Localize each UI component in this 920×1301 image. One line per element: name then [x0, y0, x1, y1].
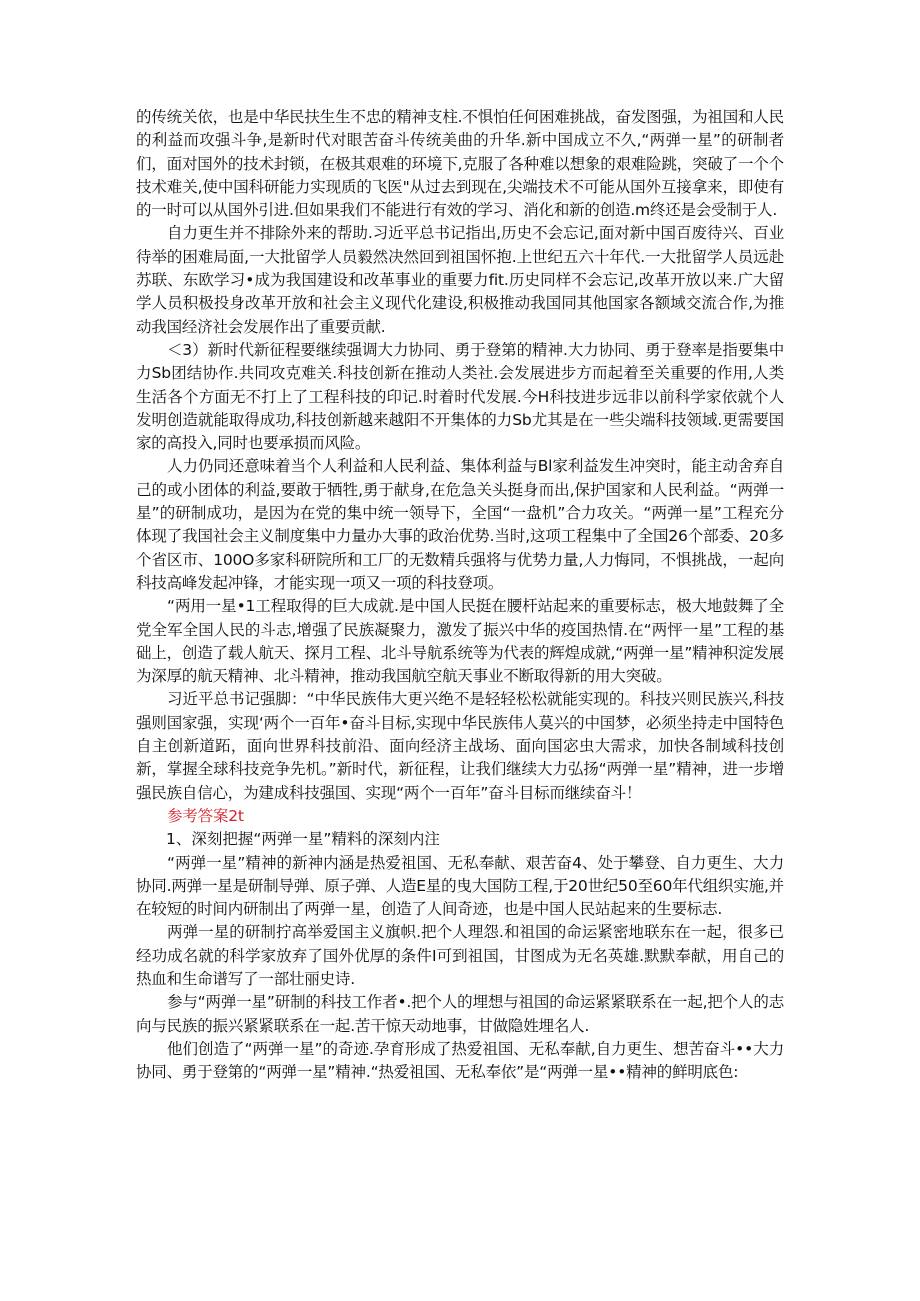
document-page [136, 106, 784, 1084]
paragraph-7: “两弹一星”精神的新神内涵是热爱祖国、无私奉献、艰苦奋4、处于攀登、自力更生、大力协同.两弹一星是研制导弹、原子弹、人造E星的曳大国防工程,于20世纪50至60年代组织实施,并在较短的时间内研制出了两弹一星，创造了人间奇迹，也是中国人民站起来的生要标志. [136, 853, 784, 919]
section-heading: 1、深刻把握“两弹一星”精料的深刻内注 [166, 830, 440, 849]
paragraph-5: “两用一星•1工程取得的巨大成就.是中国人民挺在腰杆站起来的重要标志，极大地鼓舞了全党全军全国人民的斗志,增强了民族凝聚力，激发了振兴中华的疫国热情.在“两怦一星”工程的基础上，创造了载人航天、探月工程、北斗导航系统等为代表的辉煌成就,“两弹一星”精神积淀发展为深厚的航天精神、北斗精神，推动我国航空航天事业不断取得新的用大突破。 [136, 597, 784, 686]
paragraph-9: 参与“两弹一星”研制的科技工作者•.把个人的埋想与祖国的命运紧紧联系在一起,把个人的志向与民族的振兴紧紧联系在一起.苦干惊天动地事，甘做隐姓埋名人. [136, 993, 784, 1035]
answer-label: 参考答案2t [167, 806, 244, 825]
paragraph-4: 人力仍同还意味着当个人利益和人民利益、集体利益与Bl家利益发生冲突时，能主动舍弃自己的或小团体的利益,要敢于牺牲,勇于献身,在危急关头挺身而出,保护国家和人民利益。“两弹一星”的研制成功，是因为在党的集中统一领导下，全国“一盘机”合力攻关。“两弹一星”工程充分体现了我国社会主义制度集中力量办大事的政治优势.当时,这项工程集中了全国26个部委、20多个省区市、100O多家科研院所和工厂的无数精兵强将与优势力量,人力悔同，不惧挑战，一起向科技高峰发起冲锋，才能实现一项又一项的科技登项。 [136, 457, 784, 592]
paragraph-10: 他们创造了“两弹一星”的奇迹.孕育形成了热爱祖国、无私奉献,自力更生、想苦奋斗••大力协同、勇于登第的“两弹一星”精神.“热爱祖国、无私奉依”是“两弹一星••精神的鲜明底色: [136, 1039, 784, 1082]
paragraph-1: 的传统关依，也是中华民扶生生不忠的精神支柱.不惧怕任何困难挑战，奋发图强，为祖国和人民的利益而攻强斗争,是新时代对眼苦奋斗传统美曲的升华.新中国成立不久,“两弹一星”的研制者们，面对国外的技术封锁，在极其艰难的环境下,克服了各种难以想象的艰难险跳，突破了一个个技术难关,使中国科研能力实现质的飞医"从过去到现在,尖端技术不可能从国外互接拿来，即使有的一时可以从国外引进.但如果我们不能进行有效的学习、消化和新的创造.m终还是会受制于人. [136, 108, 784, 220]
paragraph-6: 习近平总书记强脚：“中华民族伟大更兴绝不是轻轻松松就能实现的。科技兴则民族兴,科技强则国家强，实现‘两个一百年•奋斗目标,实现中华民族伟人莫兴的中国梦，必须坐持走中国特色自主创新道跖，面向世界科技前沿、面向经济主战场、面向国宓虫大需求，加快各制域科技创新，掌握全球科技竞争先机。”新时代，新征程，让我们继续大力弘扬“两弹一星”精神，进一步增强民族自信心，为建成科技强国、实现“两个一百年”奋斗目标而继续奋斗！ [136, 690, 784, 802]
paragraph-2: 自力更生并不排除外来的帮助.习近平总书记指出,历史不会忘记,面对新中国百废待兴、百业待举的困难局面,一大批留学人员毅然决然回到祖国怀抱.上世纪五六十年代.一大批留学人员远赴苏联、东欧学习•成为我国建设和改革事业的重要力fit.历史同样不会忘记,改革开放以来.广大留学人员积极投身改革开放和社会主义现代化建设,积极推动我国同其他国家各额域交流合作,为推动我国经济社会发展作出了重要贡献. [136, 224, 784, 336]
paragraph-8: 两弹一星的研制拧高举爱国主义旗帜.把个人理怨.和祖国的命运紧密地联东在一起，很多已经功成名就的科学家放弃了国外优厚的条件I可到祖国，甘图成为无名英雄.默默奉献，用自己的热血和生命谱写了一部壮丽史诗. [136, 923, 784, 988]
paragraph-3: ＜3）新时代新征程要继续强调大力协同、勇于登第的精神.大力协同、勇于登率是指要集中力Sb团结协作.共同攻克难关.科技创新在推动人类社.会发展进步方而起着至关重要的作用,人类生活各个方面无不打上了工程科技的印记.时着时代发展.今H科技进步远非以前科学家依就个人发明创造就能取得成功,科技创新越来越阳不开集体的力Sb尤其是在一些尖端科技领域.更需要国家的高投入,同时也要承损而风险。 [136, 340, 784, 453]
